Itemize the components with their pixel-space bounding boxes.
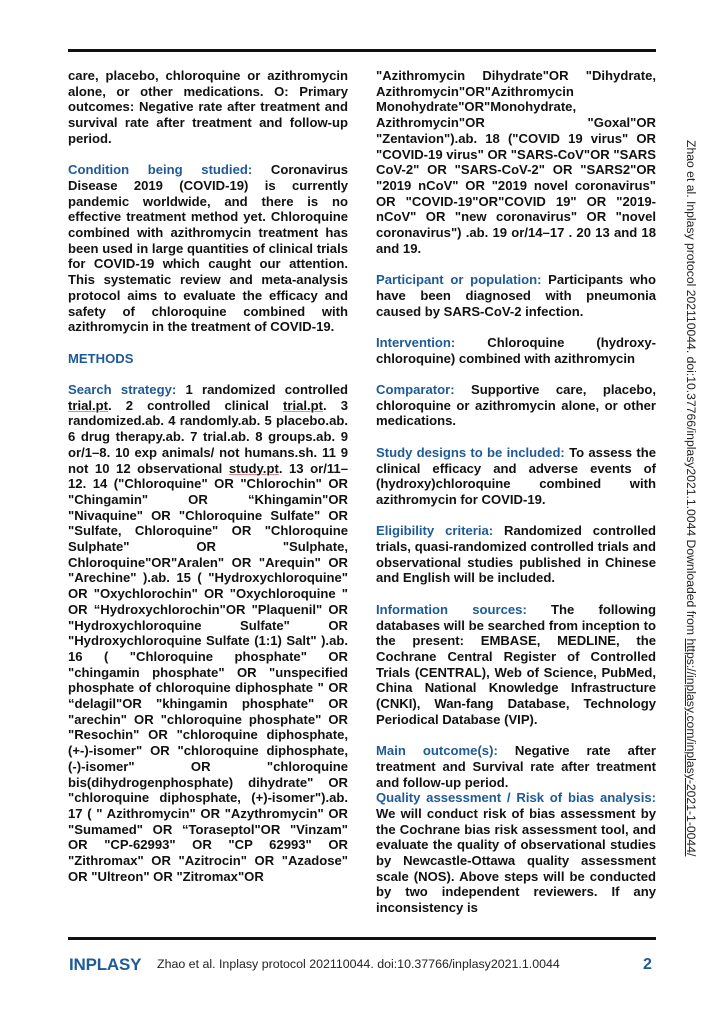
header-rule <box>68 49 656 52</box>
condition-text: Coronavirus Disease 2019 (COVID-19) is currently pandemic worldwide, and there is no effective treatment method yet. Chloroquine combined with azithromycin treatment has been used in large quantities of clinical trials for COVID-19 which caught our attention. This systematic review and meta-analysis protocol aims to evaluate the efficacy and safety of chloroquine combined with azithromycin in the treatment of COVID-19. <box>68 162 348 335</box>
watermark-text: Zhao et al. Inplasy protocol 202110044. doi:10.37766/inplasy2021.1.0044 Downloaded from <box>684 140 698 639</box>
condition-section <box>68 162 348 335</box>
section-text: Negative rate after treatment and Survival rate after treatment and follow-up period. <box>376 743 657 790</box>
spellcheck-word: trial.pt <box>282 397 323 413</box>
eligibility-section <box>376 523 656 586</box>
spellcheck-word: trial.pt <box>68 397 109 413</box>
right-column <box>376 68 656 916</box>
search-strategy-text-1: 1 randomized controlled <box>176 382 348 398</box>
search-strategy-label: Search strategy: <box>68 382 177 398</box>
search-strategy-text-3: . 3 randomized.ab. 4 randomly.ab. 5 placebo.ab. 6 drug therapy.ab. 7 trial.ab. 8 groups.ab. 9 or/1–8. 10 exp animals/ not humans.sh. 11 9 not 10 12 observational <box>68 397 349 476</box>
left-column <box>68 68 348 885</box>
intro-paragraph: care, placebo, chloroquine or azithromycin alone, or other medications. O: Primary outcomes: Negative rate after treatment and survival rate after treatment and follow-up period. <box>68 68 348 146</box>
spellcheck-word: study.pt <box>228 460 279 476</box>
section-label: Participant or population: <box>376 272 542 288</box>
study-designs-section <box>376 445 656 508</box>
methods-heading: METHODS <box>68 350 134 366</box>
watermark-link[interactable]: https://inplasy.com/inplasy-2021-1-0044/ <box>684 638 698 857</box>
section-text: Supportive care, placebo, chloroquine or azithromycin alone, or other medications. <box>376 382 656 429</box>
section-text: To assess the clinical efficacy and adverse events of (hydroxy)chloroquine combined with azithromycin for COVID-19. <box>376 444 656 507</box>
section-label: Study designs to be included: <box>376 444 565 460</box>
footer-citation: Zhao et al. Inplasy protocol 202110044. doi:10.37766/inplasy2021.1.0044 <box>157 957 560 971</box>
section-text: Randomized controlled trials, quasi-randomized controlled trials and observational studies published in Chinese and English will be included. <box>376 523 657 586</box>
section-label: Intervention: <box>376 334 456 350</box>
section-label: Comparator: <box>376 382 455 398</box>
section-text: We will conduct risk of bias assessment by the Cochrane bias risk assessment tool, and evaluate the quality of observational studies by Newcastle-Ottawa quality assessment scale (NOS). Above steps will be conducted by two independent reviewers. If any inconsistency is <box>376 805 656 916</box>
section-label: Eligibility criteria: <box>376 523 494 539</box>
section-label: Information sources: <box>376 601 527 617</box>
section-text: Chloroquine (hydroxy-chloroquine) combined with azithromycin <box>376 334 656 366</box>
footer-rule <box>68 937 656 940</box>
section-text: The following databases will be searched from inception to the present: EMBASE, MEDLINE, the Cochrane Central Register of Controlled Trials (CENTRAL), Web of Science, PubMed, China National Knowledge Infrastructure (CNKI), Wan-fang Database, Technology Periodical Database (VIP). <box>376 601 656 727</box>
inplasy-logo: INPLASY <box>69 955 142 974</box>
quality-assessment-section <box>376 790 656 916</box>
condition-label: Condition being studied: <box>68 162 253 178</box>
comparator-section <box>376 382 656 429</box>
search-strategy-text-2: . 2 controlled clinical <box>108 397 283 413</box>
information-sources-section <box>376 602 656 728</box>
main-outcomes-section <box>376 743 656 790</box>
intervention-section <box>376 335 656 366</box>
section-label: Main outcome(s): <box>376 743 498 759</box>
page-number: 2 <box>643 956 652 973</box>
section-label: Quality assessment / Risk of bias analysis: <box>376 790 656 806</box>
participant-section <box>376 272 656 319</box>
search-strategy-section <box>68 382 348 885</box>
search-strategy-continued: "Azithromycin Dihydrate"OR "Dihydrate, Azithromycin"OR"Azithromycin Monohydrate"OR"Monohydrate, Azithromycin"OR "Goxal"OR "Zentavion").ab. 18 ("COVID 19 virus" OR "COVID-19 virus" OR "SARS-CoV"OR "SARS CoV-2" OR "SARS-CoV-2" OR "SARS2"OR "2019 nCoV" OR "2019 novel coronavirus" OR "COVID-19"OR"COVID 19" OR "2019-nCoV" OR "new coronavirus" OR "novel coronavirus") .ab. 19 or/14–17 . 20 13 and 18 and 19. <box>376 68 656 256</box>
search-strategy-text-4: . 13 or/11–12. 14 ("Chloroquine" OR "Chlorochin" OR "Chingamin" OR “Khingamin"OR "Nivaquine" OR "Chloroquine Sulfate" OR "Sulfate, Chloroquine" OR "Chloroquine Sulphate" OR "Sulphate, Chloroquine"OR"Aralen" OR "Arequin" OR "Arechine" ).ab. 15 ( "Hydroxychloroquine" OR "Oxychlorochin" OR "Oxychloroquine " OR “Hydroxychlorochin"OR "Plaquenil" OR "Hydroxychloroquine Sulfate" OR "Hydroxychloroquine Sulfate (1:1) Salt" ).ab. 16 ( "Chloroquine phosphate" OR "chingamin phosphate" OR "unspecified phosphate of chloroquine diphosphate " OR “delagil"OR "khingamin phosphate" OR "arechin" OR "chloroquine phosphate" OR "Resochin" OR "chloroquine diphosphate, (+-)-isomer" OR "chloroquine diphosphate, (-)-isomer" OR "chloroquine bis(dihydrogenphosphate) dihydrate" OR "chloroquine diphosphate, (+)-isomer").ab. 17 ( " Azithromycin" OR "Azythromycin" OR "Sumamed" OR “Toraseptol"OR "Vinzam" OR "CP-62993" OR "CP 62993" OR "Zithromax" OR "Azitrocin" OR "Azadose" OR "Ultreon" OR "Zitromax"OR <box>68 460 348 884</box>
section-text: Participants who have been diagnosed with pneumonia caused by SARS-CoV-2 infection. <box>376 272 656 319</box>
side-watermark <box>684 140 698 856</box>
